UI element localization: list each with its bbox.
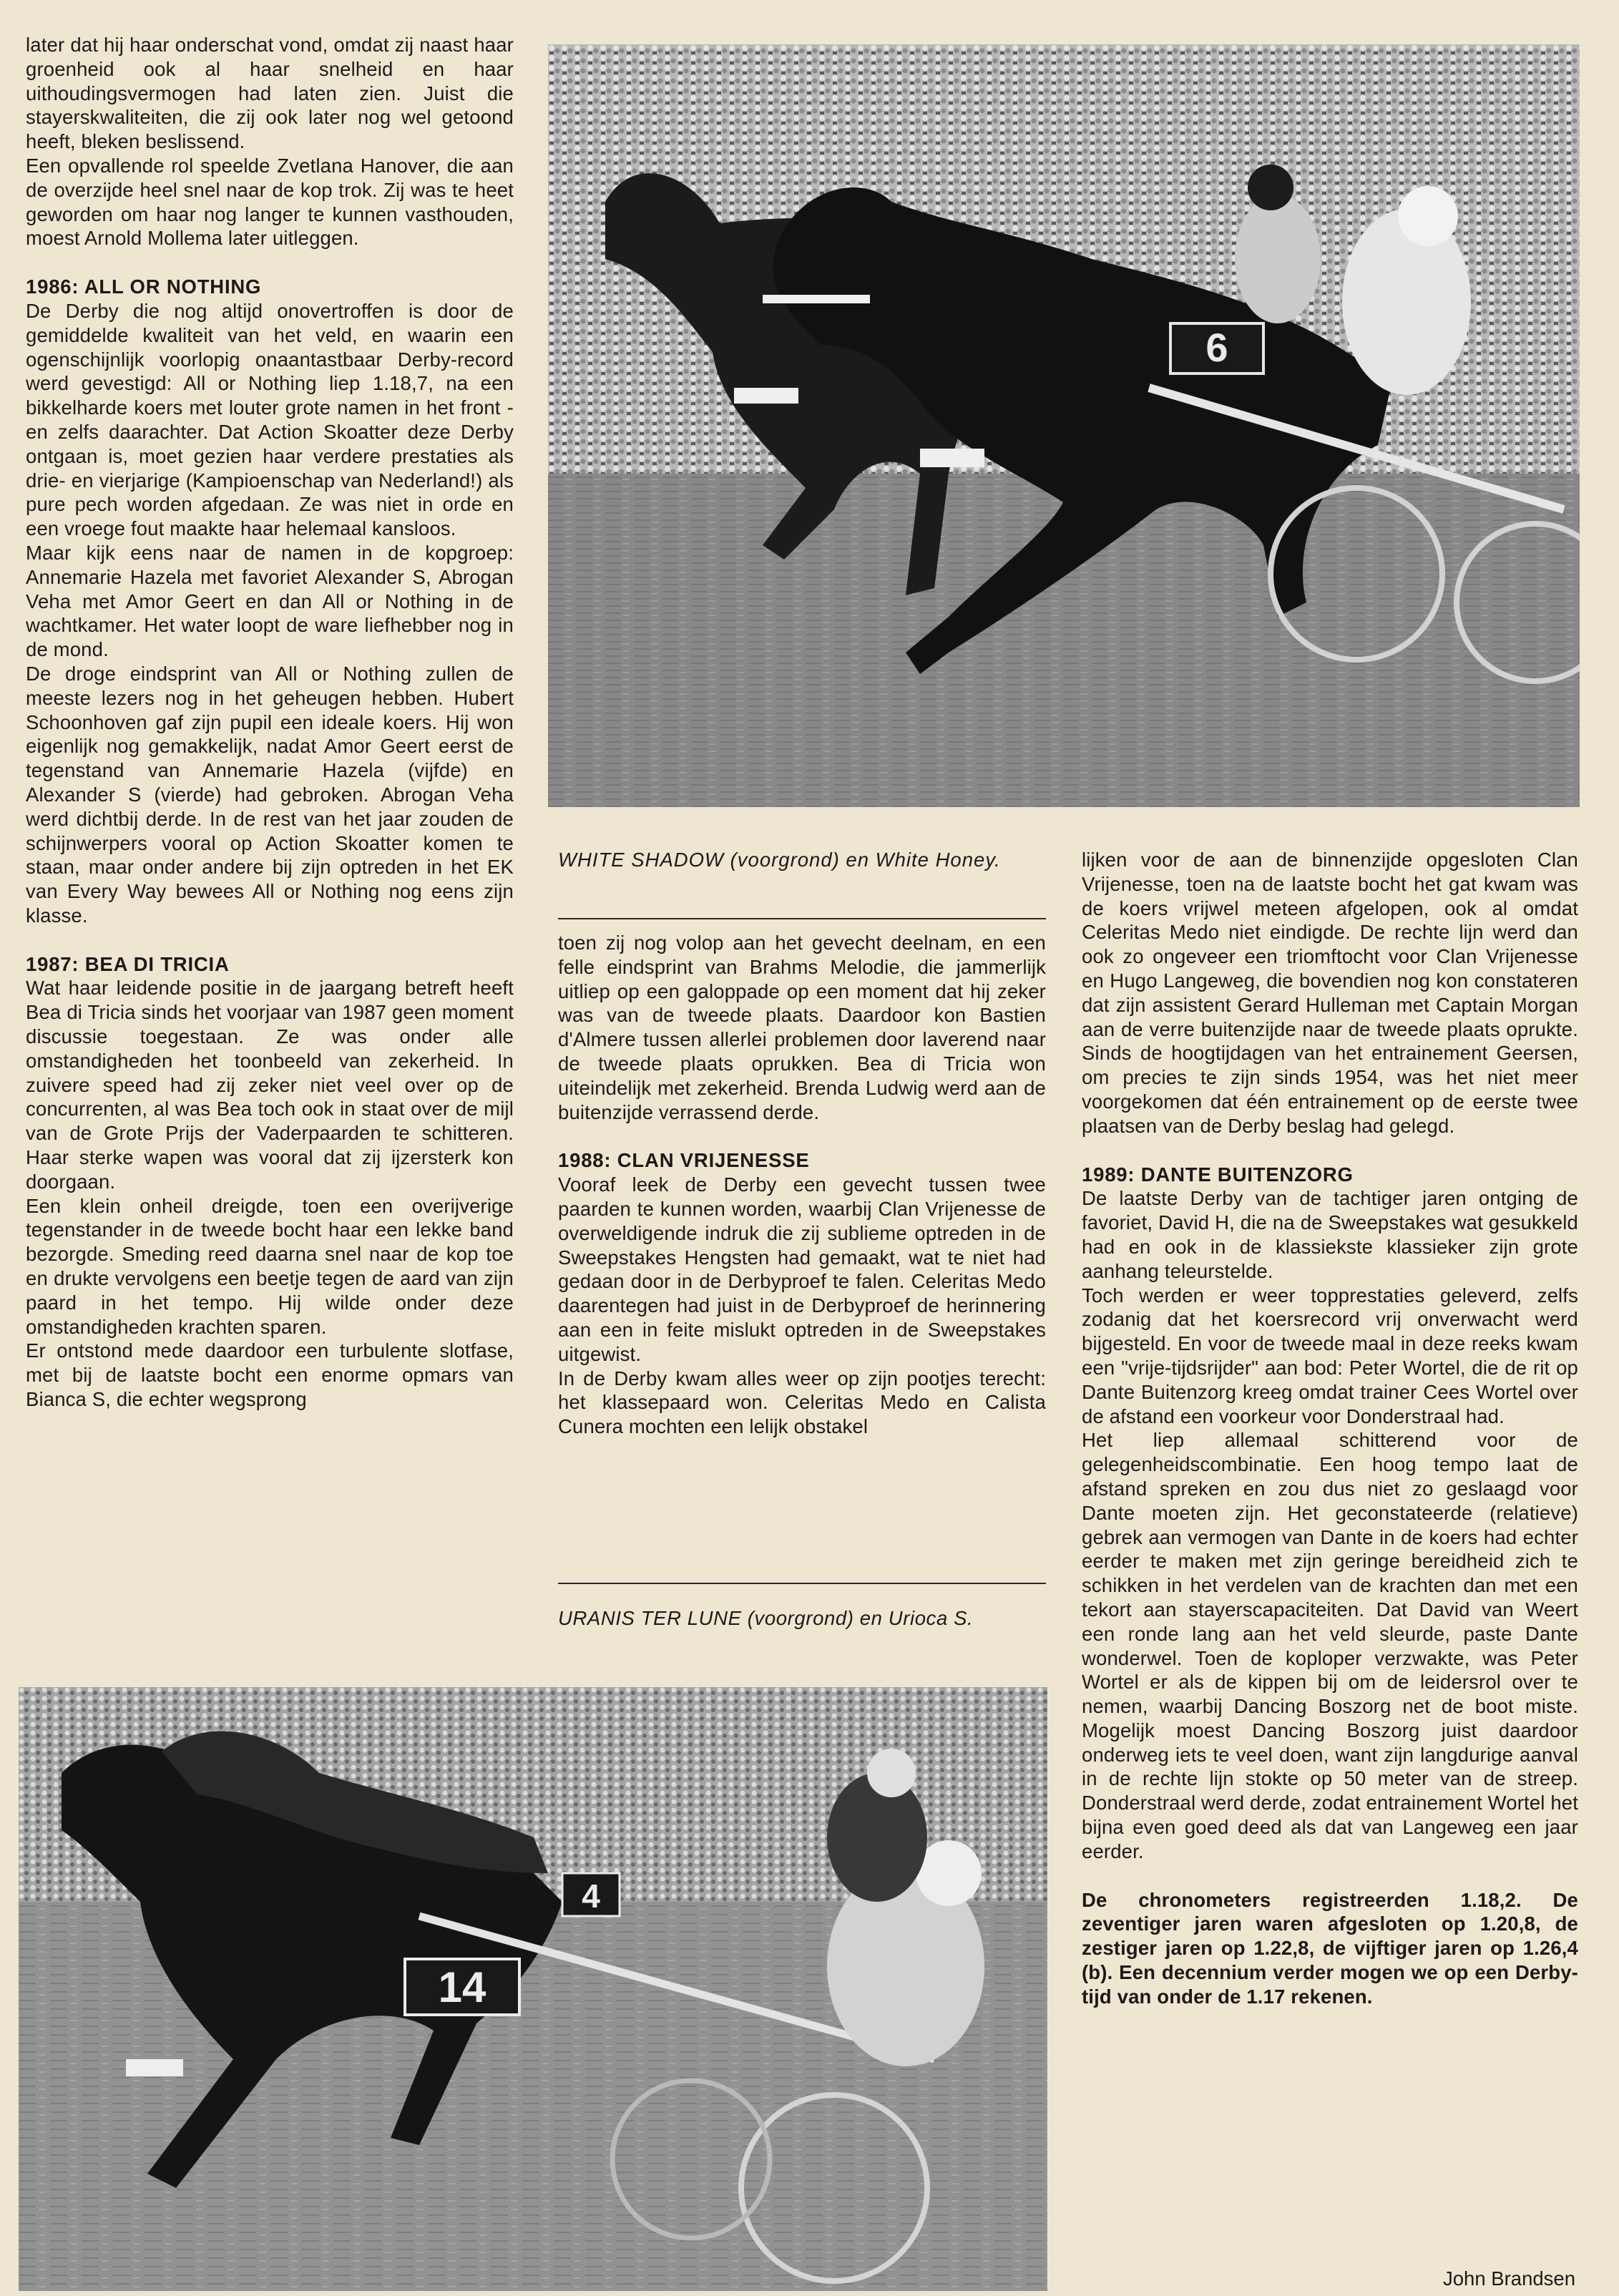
saddle-number-14: 14 bbox=[438, 1963, 486, 2011]
intro-paragraph-2: Een opvallende rol speelde Zvetlana Hanover, die aan de overzijde heel snel naar de kop trok. Zij was te heet geworden om haar nog langer te kunnen vasthouden, moest Arnold Mollema later uitleggen. bbox=[26, 154, 514, 250]
caption-uranis-ter-lune bbox=[558, 1606, 1059, 1631]
paragraph-1988-1: Vooraf leek de Derby een gevecht tussen twee paarden te kunnen worden, waarbij Clan Vrijenesse de overweldigende indruk die zij sublieme optreden in de Sweepstakes Hengsten had gemaakt, wat te niet had gedaan door in de Derbyproef te falen. Celeritas Medo daarentegen had juist in de Derbyproef de herinnering aan een in feite mislukt optreden in de Sweepstakes uitgewist. bbox=[558, 1173, 1046, 1365]
paragraph-1987-2: Een klein onheil dreigde, toen een overijverige tegenstander in de tweede bocht haar een lekke band bezorgde. Smeding reed daarna snel naar de kop toe en drukte vervolgens een beetje tegen de aard van zijn paard in het tempo. Hij wilde onder deze omstandigheden krachten sparen. bbox=[26, 1194, 514, 1338]
paragraph-1986-1: De Derby die nog altijd onovertroffen is door de gemiddelde kwaliteit van het veld, en waarin een ogenschijnlijk voorlopig onaantastbaar Derby-record werd gevestigd: All or Nothing liep 1.18,7, na een bikkelharde koers met louter grote namen in het front - en zelfs daarachter. Dat Action Skoatter deze Derby ontgaan is, moet gezien haar verdere prestaties als drie- en vierjarige (Kampioenschap van Nederland!) als pure pech worden afgedaan. Ze was niet in orde en een vroege fout maakte haar helemaal kansloos. bbox=[26, 299, 514, 540]
paragraph-1986-3: De droge eindsprint van All or Nothing zullen de meeste lezers nog in het geheugen hebben. Hubert Schoonhoven gaf zijn pupil een ideale koers. Hij won eigenlijk nog gemakkelijk, nadat Amor Geert eerst de tegenstand van Annemarie Hazela (vijfde) en Alexander S (vierde) had gebroken. Abrogan Veha werd dichtbij derde. In de rest van het jaar zouden de schijnwerpers vooral op Action Skoatter komen te staan, maar onder andere bij zijn optreden in het EK van Every Way bewees All or Nothing nog eens zijn klasse. bbox=[26, 662, 514, 927]
column-middle bbox=[558, 931, 1046, 1439]
column-right bbox=[1082, 848, 1578, 2009]
photo-uranis-ter-lune-illustration bbox=[19, 1687, 1047, 2291]
author-signature bbox=[1288, 2267, 1575, 2291]
photo-white-shadow-illustration bbox=[548, 44, 1580, 807]
saddle-number-6: 6 bbox=[1205, 325, 1228, 370]
paragraph-1989-1: De laatste Derby van de tachtiger jaren ontging de favoriet, David H, die na de Sweepstakes wat gesukkeld had en ook in de klassiekste klassieker zijn grote aanhang teleurstelde. bbox=[1082, 1187, 1578, 1282]
heading-1988: 1988: CLAN VRIJENESSE bbox=[558, 1149, 810, 1172]
heading-1986: 1986: ALL OR NOTHING bbox=[26, 275, 262, 298]
paragraph-1986-2: Maar kijk eens naar de namen in de kopgroep: Annemarie Hazela met favoriet Alexander S, Abrogan Veha met Amor Geert en dan All or Nothing in de wachtkamer. Het water loopt de ware liefhebber nog in de mond. bbox=[26, 541, 514, 661]
paragraph-1987-3: Er ontstond mede daardoor een turbulente slotfase, met bij de laatste bocht een enorme opmars van Bianca S, die echter wegsprong bbox=[26, 1339, 514, 1411]
photo-white-shadow bbox=[548, 44, 1580, 807]
heading-1987: 1987: BEA DI TRICIA bbox=[26, 952, 230, 975]
paragraph-1987-continued: toen zij nog volop aan het gevecht deelnam, en een felle eindsprint van Brahms Melodie, die jammerlijk uitliep op een galoppade op een moment dat hij zeker was van de tweede plaats. Daardoor kon Bastien d'Almere tussen allerlei problemen door laverend naar de tweede plaats oprukken. Bea di Tricia won uiteindelijk met zekerheid. Brenda Ludwig werd aan de buitenzijde verrassend derde. bbox=[558, 932, 1046, 1123]
column-left bbox=[26, 33, 514, 1412]
closing-paragraph-times: De chronometers registreerden 1.18,2. De zeventiger jaren waren afgesloten op 1.20,8, de zestiger jaren op 1.22,8, de vijftiger jaren op 1.26,4 (b). Een decennium verder mogen we op een Derby-tijd van onder de 1.17 rekenen. bbox=[1082, 1888, 1578, 2008]
paragraph-1988-continued: lijken voor de aan de binnenzijde opgesloten Clan Vrijenesse, toen na de laatste bocht het gat kwam was de koers vrijwel meteen afgelopen, ook al omdat Celeritas Medo niet eindigde. De rechte lijn werd dan ook zo ongeveer een triomftocht voor Clan Vrijenesse en Hugo Langeweg, die bovendien nog kon constateren dat zijn assistent Gerard Hulleman met Captain Morgan aan de verre buitenzijde naar de tweede plaats oprukte. Sinds de hoogtijdagen van het entrainement Geersen, om precies te zijn sinds 1954, was het niet meer voorgekomen dat één entrainement op de eerste twee plaatsen van de Derby beslag had gelegd. bbox=[1082, 849, 1578, 1137]
intro-paragraph-1: later dat hij haar onderschat vond, omdat zij naast haar groenheid ook al haar snelheid en haar uithoudingsvermogen had laten zien. Juist die stayerskwaliteiten, die zij ook later nog wel getoond heeft, bleken beslissend. bbox=[26, 34, 514, 153]
caption-rule-bottom bbox=[558, 1583, 1046, 1584]
paragraph-1989-3: Het liep allemaal schitterend voor de gelegenheidscombinatie. Een hoog tempo laat de afstand spreken en zou dus niet zo geslaagd voor Dante moeten zijn. Het geconstateerde (relatieve) gebrek aan vermogen van Dante in de koers had echter eerder te maken met zijn geringe bereidheid zich te schikken in het verdelen van de krachten dan met een tekort aan stayerscapaciteiten. Dat David van Weert een ronde lang aan het veld sleurde, paste Dante wonderwel. Toen de koploper verzwakte, was Peter Wortel er als de kippen bij om de leidersrol over te nemen, waarbij Dancing Boszorg net de boot miste. Mogelijk moest Dancing Boszorg juist daardoor onderweg iets te veel doen, want zijn langdurige aanval in de rechte lijn stokte op 50 meter van de streep. Donderstraal werd derde, zodat entrainement Wortel het bijna even goed deed als dat van Langeweg een jaar eerder. bbox=[1082, 1429, 1578, 1862]
paragraph-1988-2: In de Derby kwam alles weer op zijn pootjes terecht: het klassepaard won. Celeritas Medo en Calista Cunera mochten een lelijk obstakel bbox=[558, 1367, 1046, 1438]
caption-rule-top bbox=[558, 918, 1046, 919]
author-name: John Brandsen bbox=[1443, 2267, 1575, 2290]
caption-white-shadow-text: WHITE SHADOW (voorgrond) en White Honey. bbox=[558, 849, 1001, 871]
caption-uranis-ter-lune-text: URANIS TER LUNE (voorgrond) en Urioca S. bbox=[558, 1607, 974, 1629]
paragraph-1989-2: Toch werden er weer topprestaties geleverd, zelfs zodanig dat het koersrecord vrij onverwacht werd bijgesteld. En voor de tweede maal in deze reeks kwam een "vrije-tijdsrijder" aan bod: Peter Wortel, die de rit op Dante Buitenzorg kreeg omdat trainer Cees Wortel over de afstand een voorkeur voor Donderstraal had. bbox=[1082, 1284, 1578, 1427]
photo-uranis-ter-lune bbox=[19, 1687, 1047, 2291]
paragraph-1987-1: Wat haar leidende positie in de jaargang betreft heeft Bea di Tricia sinds het voorjaar van 1987 geen moment discussie toegestaan. Ze was onder alle omstandigheden het toonbeeld van zekerheid. In zuivere speed had zij zeker niet veel over op de concurrenten, al was Bea toch ook in staat over de mijl van de Grote Prijs der Vaderpaarden te schitteren. Haar sterke wapen was vooral dat zij ijzersterk kon doorgaan. bbox=[26, 977, 514, 1193]
heading-1989: 1989: DANTE BUITENZORG bbox=[1082, 1163, 1354, 1186]
caption-white-shadow bbox=[558, 848, 1045, 872]
saddle-number-4: 4 bbox=[582, 1877, 600, 1915]
